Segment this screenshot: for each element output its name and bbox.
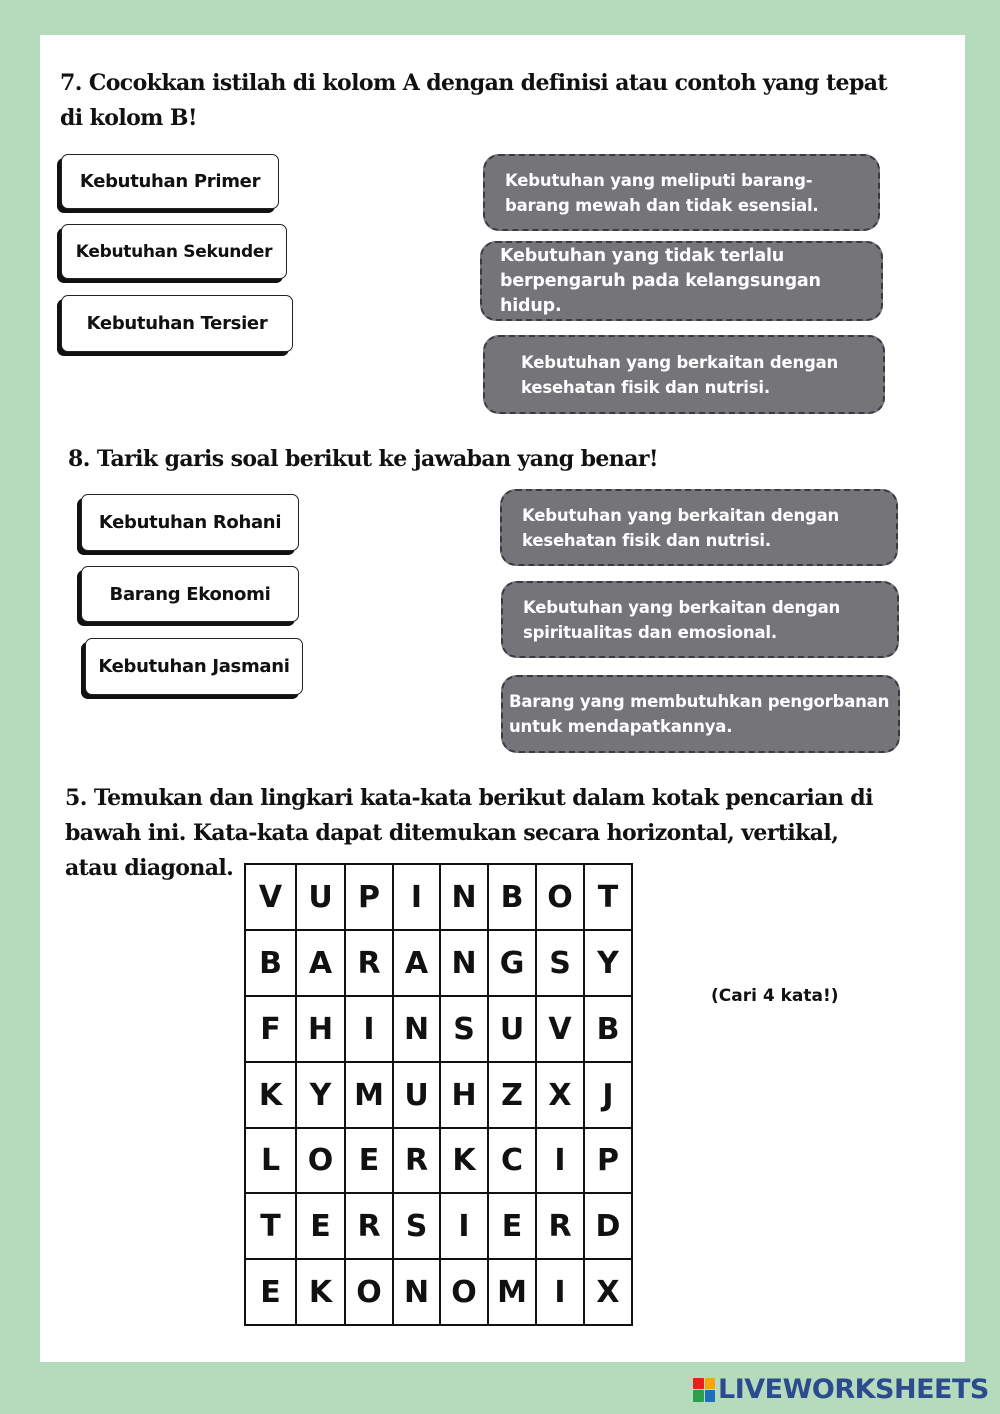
brand-name: LIVEWORKSHEETS: [718, 1374, 989, 1405]
word-search-grid: [244, 863, 633, 1326]
grid-cell[interactable]: V: [246, 865, 297, 931]
logo-square-4: [705, 1390, 716, 1402]
q8-definition-1[interactable]: Kebutuhan yang berkaitan dengan kesehatan fisik dan nutrisi.: [500, 489, 898, 566]
grid-cell[interactable]: Y: [297, 1063, 346, 1129]
grid-cell[interactable]: O: [537, 865, 585, 931]
question-8-text: 8. Tarik garis soal berikut ke jawaban yang benar!: [68, 446, 658, 472]
grid-cell[interactable]: U: [297, 865, 346, 931]
grid-cell[interactable]: B: [585, 997, 633, 1063]
liveworksheets-brand: [693, 1374, 989, 1405]
grid-cell[interactable]: P: [346, 865, 394, 931]
grid-cell[interactable]: B: [246, 931, 297, 997]
grid-cell[interactable]: K: [246, 1063, 297, 1129]
grid-cell[interactable]: C: [489, 1129, 537, 1194]
grid-cell[interactable]: H: [297, 997, 346, 1063]
grid-cell[interactable]: R: [394, 1129, 441, 1194]
grid-cell[interactable]: A: [297, 931, 346, 997]
grid-cell[interactable]: E: [346, 1129, 394, 1194]
grid-cell[interactable]: I: [537, 1129, 585, 1194]
grid-cell[interactable]: T: [246, 1194, 297, 1260]
grid-cell[interactable]: M: [489, 1260, 537, 1326]
logo-square-2: [705, 1378, 716, 1390]
grid-cell[interactable]: X: [537, 1063, 585, 1129]
q8-definition-3[interactable]: Barang yang membutuhkan pengorbanan untuk mendapatkannya.: [501, 675, 900, 753]
q7-definition-1[interactable]: Kebutuhan yang meliputi barang-barang mewah dan tidak esensial.: [483, 154, 880, 231]
grid-cell[interactable]: S: [394, 1194, 441, 1260]
grid-cell[interactable]: I: [346, 997, 394, 1063]
grid-cell[interactable]: R: [537, 1194, 585, 1260]
grid-cell[interactable]: V: [537, 997, 585, 1063]
grid-cell[interactable]: N: [394, 1260, 441, 1326]
question-5-text: 5. Temukan dan lingkari kata-kata berikut dalam kotak pencarian di bawah ini. Kata-kata dapat ditemukan secara horizontal, vertikal, atau diagonal.: [65, 785, 873, 881]
grid-cell[interactable]: F: [246, 997, 297, 1063]
q7-term-primer[interactable]: Kebutuhan Primer: [61, 154, 279, 209]
grid-cell[interactable]: J: [585, 1063, 633, 1129]
q8-term-barang-ekonomi[interactable]: Barang Ekonomi: [81, 566, 299, 622]
q7-term-sekunder[interactable]: Kebutuhan Sekunder: [61, 224, 287, 279]
grid-cell[interactable]: M: [346, 1063, 394, 1129]
grid-cell[interactable]: U: [489, 997, 537, 1063]
grid-cell[interactable]: R: [346, 931, 394, 997]
grid-cell[interactable]: Z: [489, 1063, 537, 1129]
grid-cell[interactable]: O: [297, 1129, 346, 1194]
word-search-hint: (Cari 4 kata!): [711, 986, 839, 1006]
grid-cell[interactable]: Y: [585, 931, 633, 997]
grid-cell[interactable]: E: [297, 1194, 346, 1260]
grid-cell[interactable]: I: [394, 865, 441, 931]
grid-cell[interactable]: P: [585, 1129, 633, 1194]
question-7-text: 7. Cocokkan istilah di kolom A dengan definisi atau contoh yang tepat di kolom B!: [60, 70, 887, 131]
grid-cell[interactable]: E: [246, 1260, 297, 1326]
grid-cell[interactable]: A: [394, 931, 441, 997]
grid-cell[interactable]: N: [394, 997, 441, 1063]
liveworksheets-logo-icon: [693, 1378, 715, 1402]
grid-cell[interactable]: U: [394, 1063, 441, 1129]
grid-cell[interactable]: I: [537, 1260, 585, 1326]
grid-cell[interactable]: L: [246, 1129, 297, 1194]
q7-term-tersier[interactable]: Kebutuhan Tersier: [61, 295, 293, 352]
grid-cell[interactable]: T: [585, 865, 633, 931]
grid-cell[interactable]: K: [297, 1260, 346, 1326]
grid-cell[interactable]: X: [585, 1260, 633, 1326]
grid-cell[interactable]: S: [537, 931, 585, 997]
q8-definition-2[interactable]: Kebutuhan yang berkaitan dengan spiritualitas dan emosional.: [501, 581, 899, 658]
grid-cell[interactable]: R: [346, 1194, 394, 1260]
q7-definition-2[interactable]: Kebutuhan yang tidak terlalu berpengaruh pada kelangsungan hidup.: [480, 241, 883, 321]
grid-cell[interactable]: O: [346, 1260, 394, 1326]
logo-square-3: [693, 1390, 704, 1402]
grid-cell[interactable]: G: [489, 931, 537, 997]
q8-term-jasmani[interactable]: Kebutuhan Jasmani: [85, 638, 303, 695]
grid-cell[interactable]: H: [441, 1063, 489, 1129]
grid-cell[interactable]: D: [585, 1194, 633, 1260]
grid-cell[interactable]: N: [441, 865, 489, 931]
q8-term-rohani[interactable]: Kebutuhan Rohani: [81, 494, 299, 551]
grid-cell[interactable]: K: [441, 1129, 489, 1194]
grid-cell[interactable]: E: [489, 1194, 537, 1260]
grid-cell[interactable]: B: [489, 865, 537, 931]
grid-cell[interactable]: I: [441, 1194, 489, 1260]
grid-cell[interactable]: O: [441, 1260, 489, 1326]
logo-square-1: [693, 1378, 704, 1390]
q7-definition-3[interactable]: Kebutuhan yang berkaitan dengan kesehatan fisik dan nutrisi.: [483, 335, 885, 414]
grid-cell[interactable]: S: [441, 997, 489, 1063]
grid-cell[interactable]: N: [441, 931, 489, 997]
